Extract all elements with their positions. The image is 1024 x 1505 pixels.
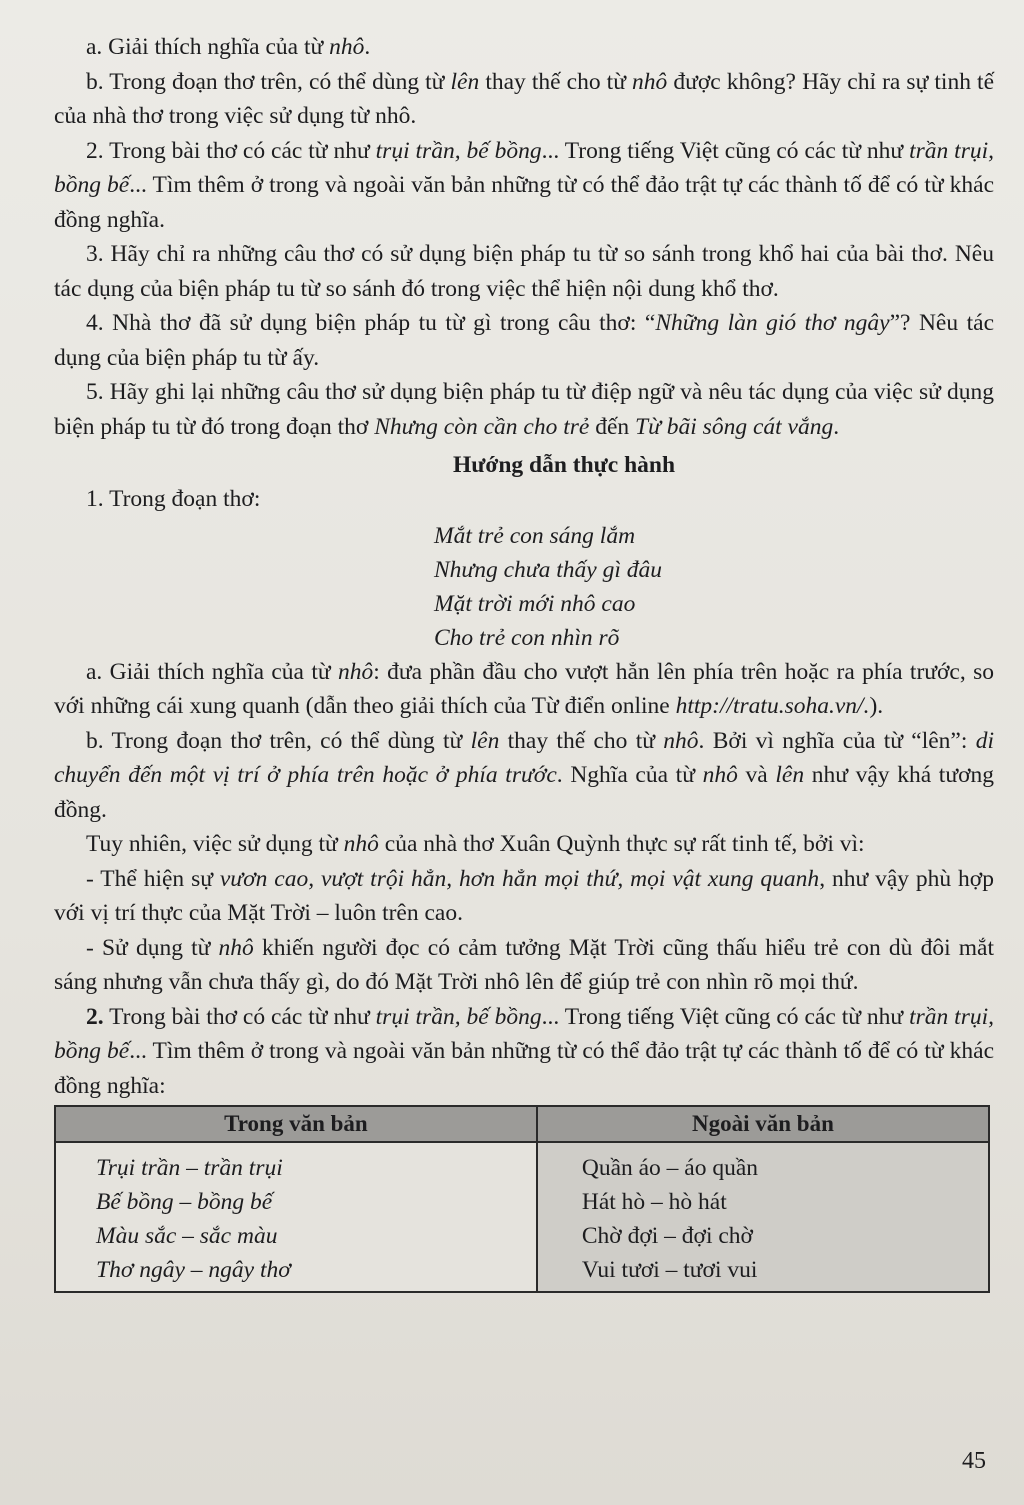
- guide-answer-a: a. Giải thích nghĩa của từ nhô: đưa phần đầu cho vượt hẳn lên phía trên hoặc ra phía trước, so với những cái xung quanh (dẫn theo giải thích của Từ điển online http://tratu.soha.vn/.).: [54, 658, 994, 719]
- guide-bullet-2: - Sử dụng từ nhô khiến người đọc có cảm tưởng Mặt Trời cũng thấu hiểu trẻ con dù đôi mắt sáng nhưng vẫn chưa thấy gì, do đó Mặt Trời nhô lên để giúp trẻ con nhìn rõ mọi thứ.: [54, 934, 995, 995]
- guide-item-1-label: 1. Trong đoạn thơ:: [86, 486, 261, 512]
- word-pair: Bế bồng – bồng bế: [96, 1189, 273, 1215]
- word-pair: Vui tươi – tươi vui: [581, 1257, 758, 1283]
- word-pair: Màu sắc – sắc màu: [96, 1223, 278, 1249]
- poem-line: Mắt trẻ con sáng lắm: [434, 522, 636, 549]
- table-row: [55, 1142, 989, 1292]
- inside-text-cell: [55, 1142, 537, 1292]
- dictionary-link: http://tratu.soha.vn/.: [675, 693, 870, 719]
- table-header-row: [55, 1106, 989, 1142]
- word-pair: Quần áo – áo quần: [581, 1155, 759, 1181]
- poem-line: Mặt trời mới nhô cao: [434, 590, 636, 617]
- word-table: [54, 1105, 990, 1293]
- exercise-1b: b. Trong đoạn thơ trên, có thể dùng từ lên thay thế cho từ nhô được không? Hãy chỉ ra sự tinh tế của nhà thơ trong việc sử dụng từ nhô.: [54, 68, 994, 129]
- exercise-2: 2. Trong bài thơ có các từ như trụi trần, bế bồng... Trong tiếng Việt cũng có các từ như trần trụi, bồng bế... Tìm thêm ở trong và ngoài văn bản những từ có thể đảo trật tự các thành tố để có từ khác đồng nghĩa.: [54, 137, 994, 233]
- word-pair: Thơ ngây – ngây thơ: [96, 1257, 291, 1283]
- exercise-4: 4. Nhà thơ đã sử dụng biện pháp tu từ gì trong câu thơ: “Những làn gió thơ ngây”? Nêu tác dụng của biện pháp tu từ ấy.: [54, 310, 995, 371]
- poem-excerpt: [434, 519, 994, 655]
- poem-line: Nhưng chưa thấy gì đâu: [434, 556, 662, 583]
- poem-line: Cho trẻ con nhìn rõ: [434, 624, 620, 651]
- exercise-1a: a. Giải thích nghĩa của từ nhô.: [86, 34, 371, 60]
- exercise-5: 5. Hãy ghi lại những câu thơ sử dụng biện pháp tu từ điệp ngữ và nêu tác dụng của việc sử dụng biện pháp tu từ đó trong đoạn thơ Nhưng còn cần cho trẻ đến Từ bãi sông cát vắng.: [54, 379, 994, 440]
- exercise-3: 3. Hãy chỉ ra những câu thơ có sử dụng biện pháp tu từ so sánh trong khổ hai của bài thơ. Nêu tác dụng của biện pháp tu từ so sánh đó trong việc thể hiện nội dung khổ thơ.: [54, 241, 994, 302]
- guide-title: Hướng dẫn thực hành: [452, 452, 676, 478]
- header-inside-text: Trong văn bản: [55, 1106, 537, 1142]
- guide-item-2: 2. Trong bài thơ có các từ như trụi trần, bế bồng... Trong tiếng Việt cũng có các từ như trần trụi, bồng bế... Tìm thêm ở trong và ngoài văn bản những từ có thể đảo trật tự các thành tố để có từ khác đồng nghĩa:: [54, 1003, 994, 1099]
- word-pair: Chờ đợi – đợi chờ: [581, 1223, 753, 1249]
- word-pair: Hát hò – hò hát: [581, 1189, 727, 1215]
- guide-however: Tuy nhiên, việc sử dụng từ nhô của nhà thơ Xuân Quỳnh thực sự rất tinh tế, bởi vì:: [86, 831, 865, 857]
- word-pair: Trụi trần – trần trụi: [96, 1155, 283, 1181]
- guide-answer-b: b. Trong đoạn thơ trên, có thể dùng từ lên thay thế cho từ nhô. Bởi vì nghĩa của từ “lên”: di chuyển đến một vị trí ở phía trên hoặc ở phía trước. Nghĩa của từ nhô và lên như vậy khá tương đồng.: [54, 727, 995, 823]
- guide-bullet-1: - Thể hiện sự vươn cao, vượt trội hẳn, hơn hẳn mọi thứ, mọi vật xung quanh, như vậy phù hợp với vị trí thực của Mặt Trời – luôn trên cao.: [54, 865, 994, 926]
- header-outside-text: Ngoài văn bản: [537, 1106, 989, 1142]
- page-number: 45: [962, 1448, 986, 1474]
- outside-text-cell: [537, 1142, 989, 1292]
